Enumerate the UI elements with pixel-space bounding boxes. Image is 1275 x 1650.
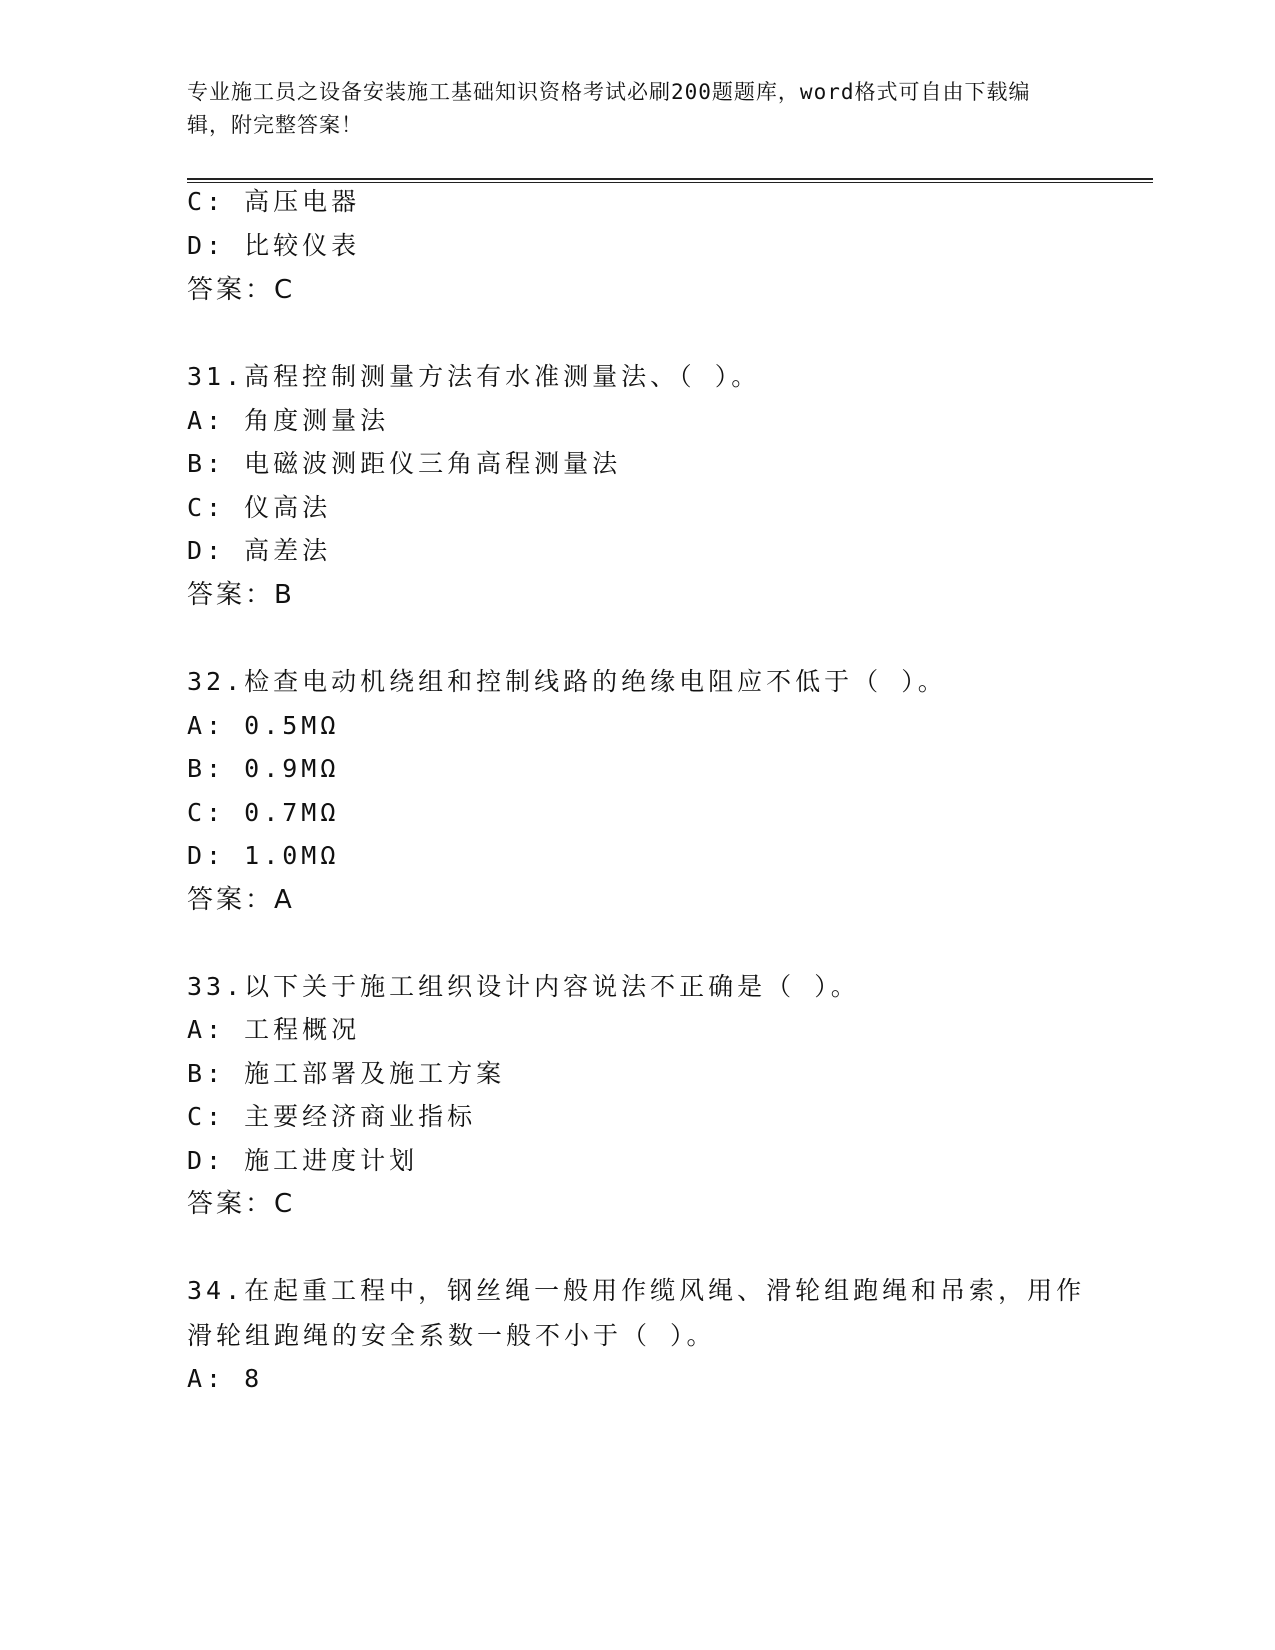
option-line: C: 0.7MΩ: [187, 798, 340, 827]
answer-line: 答案：C: [187, 1189, 296, 1219]
option-line: C: 主要经济商业指标: [187, 1102, 477, 1131]
question-stem: 33.以下关于施工组织设计内容说法不正确是（ ）。: [187, 972, 860, 1001]
option-line: D: 施工进度计划: [187, 1146, 419, 1175]
option-line: A: 工程概况: [187, 1015, 361, 1044]
option-line: C: 高压电器: [187, 187, 361, 216]
option-line: D: 高差法: [187, 536, 332, 565]
answer-line: 答案：B: [187, 580, 295, 610]
option-line: D: 1.0MΩ: [187, 841, 340, 870]
option-line: B: 电磁波测距仪三角高程测量法: [187, 449, 622, 478]
answer-line: 答案：C: [187, 275, 296, 305]
option-line: B: 施工部署及施工方案: [187, 1059, 506, 1088]
header-divider: [187, 178, 1153, 183]
option-line: D: 比较仪表: [187, 231, 361, 260]
document-header-title: 专业施工员之设备安装施工基础知识资格考试必刷200题题库，word格式可自由下载编辑，附完整答案！: [187, 80, 1031, 137]
question-stem: 31.高程控制测量方法有水准测量法、（ ）。: [187, 362, 761, 391]
option-line: A: 角度测量法: [187, 406, 390, 435]
option-line: B: 0.9MΩ: [187, 754, 340, 783]
option-line: A: 0.5MΩ: [187, 711, 340, 740]
question-stem: 34.在起重工程中，钢丝绳一般用作缆风绳、滑轮组跑绳和吊索，用作滑轮组跑绳的安全系数一般不小于（ ）。: [187, 1276, 1086, 1350]
answer-line: 答案：A: [187, 885, 295, 915]
option-line: A: 8: [187, 1364, 264, 1393]
option-line: C: 仪高法: [187, 493, 332, 522]
question-stem: 32.检查电动机绕组和控制线路的绝缘电阻应不低于（ ）。: [187, 667, 947, 696]
